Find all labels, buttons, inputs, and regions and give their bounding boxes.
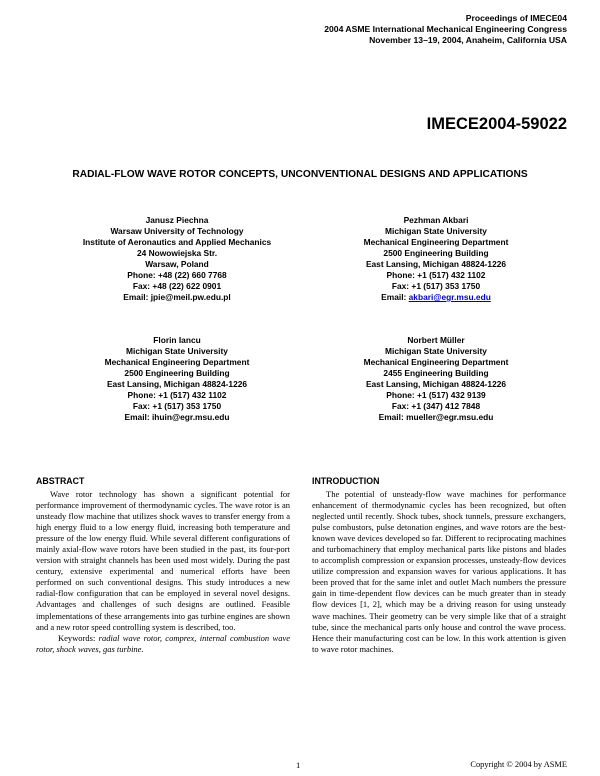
paper-id: IMECE2004-59022 (426, 115, 567, 133)
proceedings-line: Proceedings of IMECE04 (465, 13, 567, 23)
author-email-line (320, 292, 552, 303)
introduction-heading: INTRODUCTION (312, 476, 380, 486)
author-phone: Phone: +1 (517) 432 9139 (386, 390, 486, 400)
author-email[interactable]: mueller@egr.msu.edu (406, 412, 494, 422)
author-address: 24 Nowowiejska Str. (136, 248, 218, 258)
abstract-heading: ABSTRACT (36, 476, 85, 486)
author-city: East Lansing, Michigan 48824-1226 (365, 379, 507, 389)
author-affiliation: Michigan State University (126, 346, 228, 356)
author-block-1 (46, 215, 308, 303)
email-label: Email: (381, 292, 409, 302)
keywords-label: Keywords: (58, 632, 96, 643)
author-department: Institute of Aeronautics and Applied Mechanics (82, 237, 272, 247)
author-email-line (46, 412, 308, 423)
author-name: Janusz Piechna (145, 215, 209, 225)
author-fax: Fax: +1 (517) 353 1750 (132, 401, 222, 411)
author-email[interactable]: jpie@meil.pw.edu.pl (150, 292, 231, 302)
page-number: 1 (296, 760, 301, 770)
author-fax: Fax: +1 (347) 412 7848 (391, 401, 481, 411)
email-label: Email: (123, 292, 151, 302)
author-email-line (46, 292, 308, 303)
author-phone: Phone: +1 (517) 432 1102 (386, 270, 486, 280)
author-affiliation: Michigan State University (385, 346, 487, 356)
author-department: Mechanical Engineering Department (363, 357, 509, 367)
author-affiliation: Warsaw University of Technology (110, 226, 244, 236)
author-city: East Lansing, Michigan 48824-1226 (365, 259, 507, 269)
author-phone: Phone: +1 (517) 432 1102 (127, 390, 227, 400)
author-phone: Phone: +48 (22) 660 7768 (127, 270, 227, 280)
keywords-list: radial wave rotor, comprex, internal combustion wave rotor, shock waves, gas turbine. (36, 632, 290, 654)
author-department: Mechanical Engineering Department (363, 237, 509, 247)
author-name: Norbert Müller (407, 335, 465, 345)
author-block-3 (46, 335, 308, 423)
author-department: Mechanical Engineering Department (104, 357, 250, 367)
copyright-notice: Copyright © 2004 by ASME (470, 760, 567, 769)
author-fax: Fax: +48 (22) 622 0901 (132, 281, 222, 291)
author-name: Florin Iancu (153, 335, 201, 345)
email-label: Email: (378, 412, 407, 422)
author-city: East Lansing, Michigan 48824-1226 (106, 379, 248, 389)
paper-title: RADIAL-FLOW WAVE ROTOR CONCEPTS, UNCONVENTIONAL DESIGNS AND APPLICATIONS (72, 169, 528, 180)
author-email-link[interactable]: akbari@egr.msu.edu (408, 292, 491, 302)
author-affiliation: Michigan State University (385, 226, 487, 236)
author-block-2 (320, 215, 552, 303)
keywords-paragraph (36, 633, 290, 655)
abstract-text: Wave rotor technology has shown a significant potential for performance improvement of thermodynamic cycles. The wave rotor is an unsteady flow machine that utilizes shock waves to transfer energy from a high energy fluid to a low energy fluid, increasing both temperature and pressure of the low energy fluid. While several different configurations of mainly axial-flow wave rotors have been studied in the past, its four-port version with straight channels has been used most widely. During the past century, extensive experimental and numerical efforts have been performed on such conventional designs. This study introduces a new radial-flow configuration that can be employed in several novel designs. Advantages and challenges of such designs are outlined. Feasible implementations of these arrangements into gas turbine engines are shown and a new rotor speed controlling system is described, too. (36, 489, 290, 632)
introduction-section (312, 476, 566, 655)
author-name: Pezhman Akbari (403, 215, 469, 225)
author-address: 2500 Engineering Building (383, 248, 489, 258)
introduction-text: The potential of unsteady-flow wave machines for performance enhancement of thermodynamic cycles has been recognized, but often neglected until recently. Shock tubes, shock tunnels, pressure exchangers, pulse combustors, pulse detonation engines, and wave rotors are the best-known wave devices developed so far. Different to reciprocating machines and turbomachinery that employ mechanical parts like pistons and blades to accomplish compression or expansion processes, unsteady-flow devices utilize compression and expansion waves for various applications. It has been proved that for the same inlet and outlet Mach numbers the pressure gain in time-dependent flow devices can be much greater than in steady flow devices [1, 2], which may be a driving reason for using unsteady wave machines. Their geometry can be very simple like that of a straight tube, since the mechanical parts only house and control the wave process. Hence their manufacturing cost can be low. In this work attention is given to wave rotor machines. (312, 489, 566, 654)
author-email-line (320, 412, 552, 423)
author-address: 2455 Engineering Building (383, 368, 489, 378)
author-address: 2500 Engineering Building (124, 368, 230, 378)
author-email[interactable]: ihuin@egr.msu.edu (151, 412, 230, 422)
author-city: Warsaw, Poland (145, 259, 209, 269)
congress-line: 2004 ASME International Mechanical Engineering Congress (324, 24, 567, 34)
author-fax: Fax: +1 (517) 353 1750 (391, 281, 481, 291)
date-location-line: November 13–19, 2004, Anaheim, California USA (369, 35, 567, 45)
abstract-section (36, 476, 290, 655)
email-label: Email: (124, 412, 152, 422)
author-block-4 (320, 335, 552, 423)
proceedings-header (324, 13, 567, 46)
